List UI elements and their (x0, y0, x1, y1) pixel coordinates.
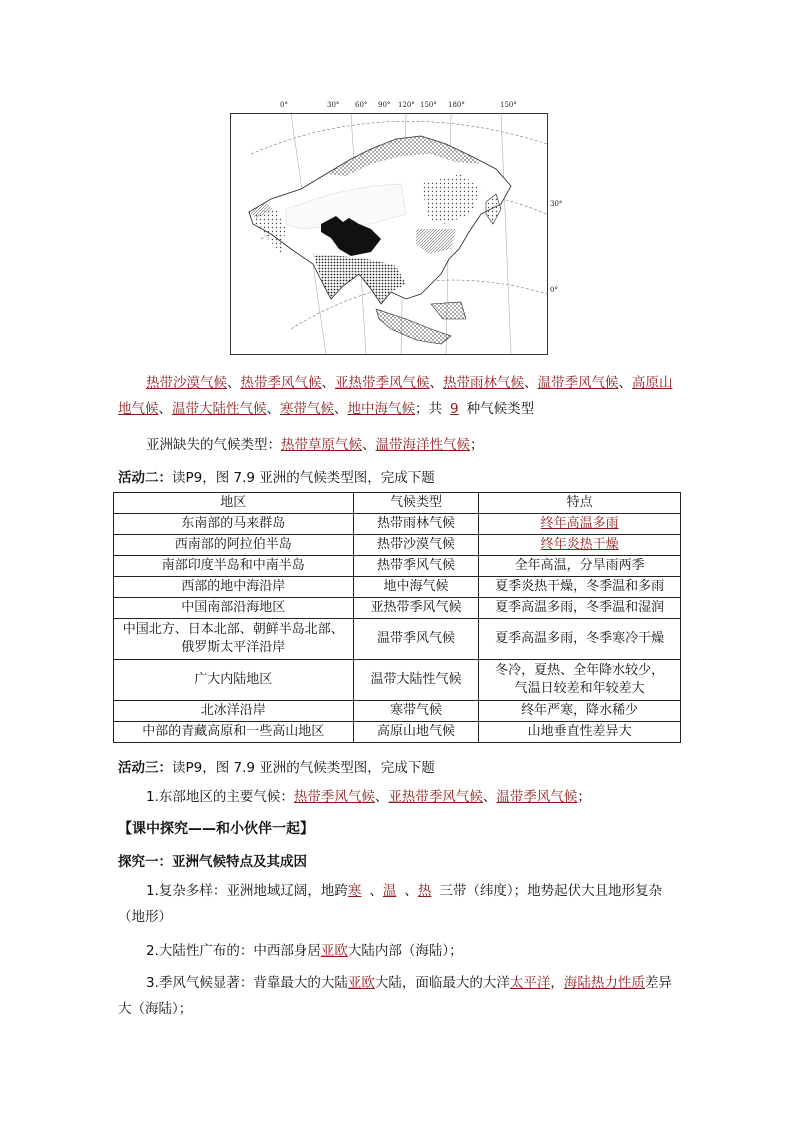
cell-climate: 温带季风气候 (353, 619, 479, 660)
cell-region: 西部的地中海沿岸 (114, 577, 354, 598)
p1-text-a: 1.复杂多样：亚洲地域辽阔，地跨 (146, 883, 348, 899)
climate-item: 亚热带季风气候 (335, 375, 430, 391)
climate-types-list: 热带沙漠气候、热带季风气候、亚热带季风气候、热带雨林气候、温带季风气候、高原山地气候、温带大陆性气候、寒带气候、地中海气候；共 9 种气候类型 (118, 375, 673, 417)
climate-count: 9 (450, 401, 459, 417)
activity-two-title: 活动二： (118, 470, 172, 486)
p3-text-a: 3.季风气候显著：背靠最大的大陆 (146, 975, 348, 991)
p3-blank: 太平洋 (509, 975, 551, 991)
header-region: 地区 (114, 493, 354, 514)
p3-blank: 海陆热力性质 (563, 975, 645, 991)
missing-item: 温带海洋性气候 (375, 437, 470, 453)
longitude-label-30: 30° (327, 101, 340, 109)
cell-climate: 热带雨林气候 (353, 514, 479, 535)
explore-sub-heading: 探究一：亚洲气候特点及其成因 (118, 854, 307, 870)
asia-map-graphic (231, 114, 547, 354)
table-row (114, 556, 681, 577)
activity-two-text: 读P9，图 7.9 亚洲的气候类型图，完成下题 (172, 470, 435, 486)
q1-answer: 热带季风气候 (293, 789, 375, 805)
p3-text-c: ， (550, 975, 564, 991)
table-header-row (114, 493, 681, 514)
cell-feature: 终年严寒，降水稀少 (479, 701, 681, 722)
cell-feature: 夏季高温多雨，冬季寒冷干燥 (479, 619, 681, 660)
count-suffix: 种气候类型 (466, 401, 535, 417)
cell-climate: 寒带气候 (353, 701, 479, 722)
missing-climates: 亚洲缺失的气候类型：热带草原气候、温带海洋性气候； (146, 437, 484, 453)
table-row (114, 535, 681, 556)
p1-blank: 热 (417, 883, 432, 899)
climate-item: 寒带气候 (280, 401, 334, 417)
q1-answer: 亚热带季风气候 (388, 789, 483, 805)
activity-three-text: 读P9，图 7.9 亚洲的气候类型图，完成下题 (172, 760, 435, 776)
explore-point-2 (118, 938, 678, 964)
longitude-label-150: 150° (420, 101, 437, 109)
longitude-label-120: 120° (398, 101, 415, 109)
count-prefix: 共 (428, 401, 442, 417)
explore-point-3 (118, 970, 678, 1022)
cell-climate: 高原山地气候 (353, 722, 479, 743)
climate-table (113, 492, 681, 743)
p3-text-b: 大陆，面临最大的大洋 (374, 975, 510, 991)
table-row (114, 514, 681, 535)
table-row (114, 577, 681, 598)
cell-region: 中国北方、日本北部、朝鲜半岛北部、俄罗斯太平洋沿岸 (114, 619, 354, 660)
cell-climate: 热带季风气候 (353, 556, 479, 577)
p1-blank: 寒 (347, 883, 362, 899)
cell-feature: 夏季高温多雨，冬季温和湿润 (479, 598, 681, 619)
longitude-label-90: 90° (378, 101, 391, 109)
activity-three-question-1: 1.东部地区的主要气候：热带季风气候、亚热带季风气候、温带季风气候； (146, 789, 591, 805)
cell-region: 广大内陆地区 (114, 660, 354, 701)
missing-label: 亚洲缺失的气候类型： (146, 437, 281, 453)
cell-region: 北冰洋沿岸 (114, 701, 354, 722)
cell-feature: 夏季炎热干燥，冬季温和多雨 (479, 577, 681, 598)
cell-feature: 终年炎热干燥 (479, 535, 681, 556)
climate-item: 地中海气候 (347, 401, 415, 417)
q1-answer: 温带季风气候 (496, 789, 578, 805)
climate-item: 高原山地气候 (118, 375, 673, 417)
table-row (114, 619, 681, 660)
p2-blank: 亚欧 (320, 943, 348, 959)
cell-feature: 全年高温，分旱雨两季 (479, 556, 681, 577)
latitude-label-30n: 30° (550, 200, 563, 208)
table-row (114, 722, 681, 743)
longitude-label-180: 180° (448, 101, 465, 109)
cell-region: 中部的青藏高原和一些高山地区 (114, 722, 354, 743)
p2-text-a: 2.大陆性广布的：中西部身居 (146, 943, 321, 959)
p3-blank: 亚欧 (347, 975, 375, 991)
cell-region: 西南部的阿拉伯半岛 (114, 535, 354, 556)
activity-two-line (118, 466, 435, 486)
longitude-label-150w: 150° (500, 101, 517, 109)
longitude-label-60: 60° (355, 101, 368, 109)
activity-three-line (118, 756, 435, 776)
longitude-label-0: 0° (280, 101, 288, 109)
q1-label: 1.东部地区的主要气候： (146, 789, 294, 805)
climate-item: 热带沙漠气候 (146, 375, 227, 391)
latitude-label-0: 0° (550, 286, 558, 294)
explore-heading: 【课中探究——和小伙伴一起】 (118, 821, 314, 837)
header-climate: 气候类型 (353, 493, 479, 514)
climate-item: 温带季风气候 (537, 375, 619, 391)
asia-climate-map (230, 113, 548, 355)
p2-text-b: 大陆内部（海陆）； (347, 943, 463, 959)
activity-three-title: 活动三： (118, 760, 172, 776)
cell-climate: 热带沙漠气候 (353, 535, 479, 556)
explore-point-1: 1.复杂多样：亚洲地域辽阔，地跨寒 、温 、热 三带（纬度）；地势起伏大且地形复杂（地形） (118, 883, 663, 925)
p1-blank: 温 (382, 883, 397, 899)
missing-item: 热带草原气候 (281, 437, 362, 453)
cell-region: 中国南部沿海地区 (114, 598, 354, 619)
climate-item: 热带季风气候 (240, 375, 322, 391)
cell-feature: 冬冷，夏热、全年降水较少，气温日较差和年较差大 (479, 660, 681, 701)
climate-item: 热带雨林气候 (443, 375, 524, 391)
table-row (114, 598, 681, 619)
table-row (114, 701, 681, 722)
cell-region: 南部印度半岛和中南半岛 (114, 556, 354, 577)
p3-text-d: 差异大（海陆）； (118, 975, 672, 1017)
table-row (114, 660, 681, 701)
cell-climate: 亚热带季风气候 (353, 598, 479, 619)
climate-item: 温带大陆性气候 (172, 401, 267, 417)
p1-text-b: 三带（纬度）；地势起伏大且地形复杂（地形） (118, 883, 663, 925)
cell-feature: 山地垂直性差异大 (479, 722, 681, 743)
cell-climate: 温带大陆性气候 (353, 660, 479, 701)
cell-climate: 地中海气候 (353, 577, 479, 598)
header-feature: 特点 (479, 493, 681, 514)
cell-feature: 终年高温多雨 (479, 514, 681, 535)
cell-region: 东南部的马来群岛 (114, 514, 354, 535)
